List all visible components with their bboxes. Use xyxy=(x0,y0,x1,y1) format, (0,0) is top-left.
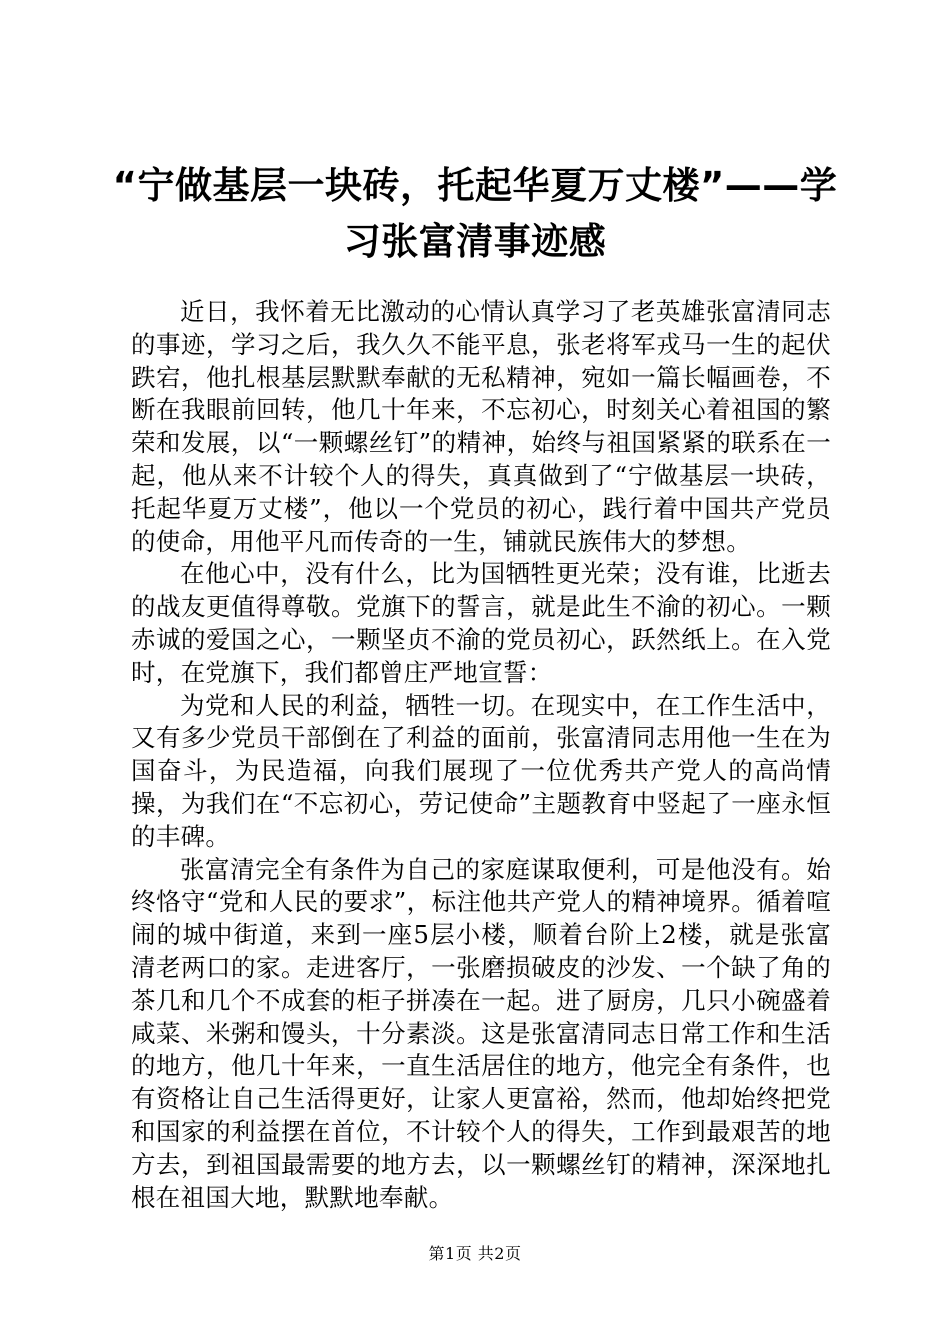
paragraph-1: 近日，我怀着无比激动的心情认真学习了老英雄张富清同志的事迹，学习之后，我久久不能平息，张老将军戎马一生的起伏跌宕，他扎根基层默默奉献的无私精神，宛如一篇长幅画卷，不断在我眼前回转，他几十年来，不忘初心，时刻关心着祖国的繁荣和发展，以“一颗螺丝钉”的精神，始终与祖国紧紧的联系在一起，他从来不计较个人的得失，真真做到了“宁做基层一块砖，托起华夏万丈楼”，他以一个党员的初心，践行着中国共产党员的使命，用他平凡而传奇的一生，铺就民族伟大的梦想。 xyxy=(131,297,831,556)
paragraph-4: 张富清完全有条件为自己的家庭谋取便利，可是他没有。始终恪守“党和人民的要求”，标注他共产党人的精神境界。循着喧闹的城中街道，来到一座5层小楼，顺着台阶上2楼，就是张富清老两口的家。走进客厅，一张磨损破皮的沙发、一个缺了角的茶几和几个不成套的柜子拼凑在一起。进了厨房，几只小碗盛着咸菜、米粥和馒头，十分素淡。这是张富清同志日常工作和生活的地方，他几十年来，一直生活居住的地方，他完全有条件，也有资格让自己生活得更好，让家人更富裕，然而，他却始终把党和国家的利益摆在首位，不计较个人的得失，工作到最艰苦的地方去，到祖国最需要的地方去，以一颗螺丝钉的精神，深深地扎根在祖国大地，默默地奉献。 xyxy=(131,854,831,1212)
paragraph-3: 为党和人民的利益，牺牲一切。在现实中，在工作生活中，又有多少党员干部倒在了利益的面前，张富清同志用他一生在为国奋斗，为民造福，向我们展现了一位优秀共产党人的高尚情操，为我们在“不忘初心，劳记使命”主题教育中竖起了一座永恒的丰碑。 xyxy=(131,690,831,851)
page-number: 第1页 共2页 xyxy=(428,1244,522,1263)
document-body xyxy=(131,296,831,1214)
document-title: “宁做基层一块砖，托起华夏万丈楼”——学习张富清事迹感 xyxy=(112,164,838,263)
paragraph-2: 在他心中，没有什么，比为国牺牲更光荣；没有谁，比逝去的战友更值得尊敬。党旗下的誓言，就是此生不渝的初心。一颗赤诚的爱国之心，一颗坚贞不渝的党员初心，跃然纸上。在入党时，在党旗下，我们都曾庄严地宣誓： xyxy=(131,559,831,687)
page-footer xyxy=(0,1244,950,1264)
